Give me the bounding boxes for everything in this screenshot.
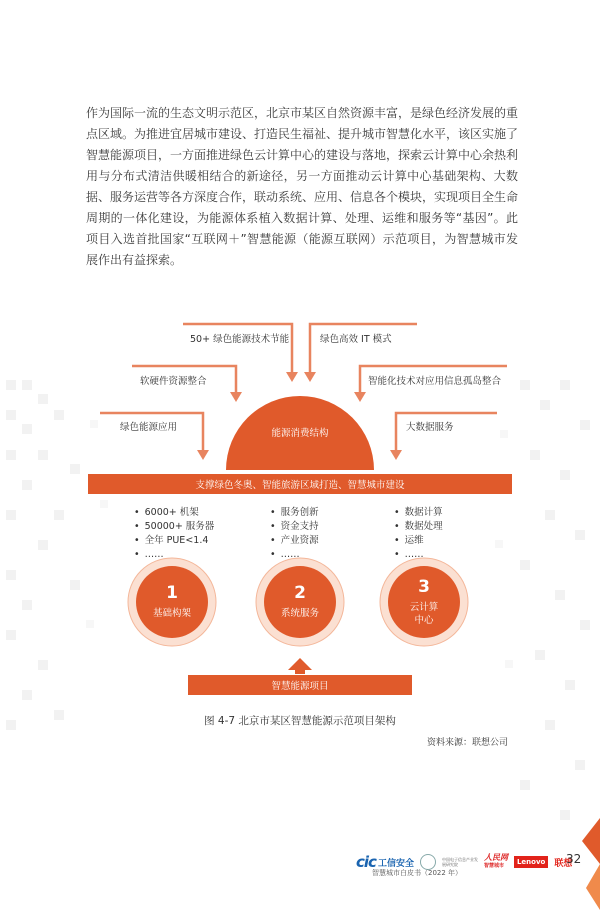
list-item: • 全年 PUE<1.4 — [134, 534, 214, 548]
caict-logo-text: 中国电子信息产业发展研究院 — [441, 857, 478, 867]
base-bar-label: 智慧能源项目 — [271, 681, 329, 692]
lenovo-logo: Lenovo — [514, 856, 548, 868]
circle-label-cloud-line2: 中心 — [414, 615, 434, 626]
circle-label-system-service: 系统服务 — [280, 608, 320, 619]
list-item: • 数据计算 — [394, 506, 443, 520]
renmin-logo: 人民网 智慧城市 — [483, 853, 508, 869]
list-item: • …… — [394, 548, 443, 562]
circle-system-service — [256, 558, 344, 646]
input-label-green-it: 绿色高效 IT 模式 — [320, 334, 392, 345]
up-arrow-icon — [288, 658, 312, 674]
bullet-list-infrastructure — [134, 506, 214, 562]
circle-number-2: 2 — [294, 583, 306, 603]
circle-cloud-center — [380, 558, 468, 646]
list-item: • …… — [270, 548, 319, 562]
circle-infrastructure — [128, 558, 216, 646]
list-item: • 50000+ 服务器 — [134, 520, 214, 534]
footer-subtitle: 智慧城市白皮书（2022 年） — [372, 869, 463, 877]
list-item: • 数据处理 — [394, 520, 443, 534]
lianxiang-logo: 联想 — [554, 858, 573, 869]
input-label-green-tech: 50+ 绿色能源技术节能 — [190, 334, 290, 345]
list-item: • 运维 — [394, 534, 443, 548]
support-bar-label: 支撑绿色冬奥、智能旅游区域打造、智慧城市建设 — [195, 480, 405, 491]
body-paragraph: 作为国际一流的生态文明示范区，北京市某区自然资源丰富，是绿色经济发展的重点区域。为推进宜居城市建设、打造民生福祉、提升城市智慧化水平，该区实施了智慧能源项目，一方面推进绿色云计算中心的建设与落地，探索云计算中心余热利用与分布式清洁供暖相结合的新途径，另一方面推动云计算中心基础架构、大数据、服务运营等各方深度合作，联动系统、应用、信息各个模块，实现项目全生命周期的一体化建设，为能源体系植入数据计算、处理、运维和服务等“基因”。此项目入选首批国家“互联网＋”智慧能源（能源互联网）示范项目，为智慧城市发展作出有益探索。 — [86, 106, 519, 267]
figure-caption: 图 4-7 北京市某区智慧能源示范项目架构 — [204, 715, 396, 727]
input-label-resource-integration: 软硬件资源整合 — [140, 376, 207, 387]
circle-number-1: 1 — [166, 583, 178, 603]
list-item: • 产业资源 — [270, 534, 319, 548]
circle-label-cloud-line1: 云计算 — [409, 602, 439, 613]
input-label-green-energy: 绿色能源应用 — [120, 422, 178, 433]
circle-number-3: 3 — [418, 577, 430, 597]
list-item: • 服务创新 — [270, 506, 319, 520]
list-item: • …… — [134, 548, 214, 562]
cic-logo: cic 工信安全 — [356, 853, 414, 871]
list-item: • 6000+ 机架 — [134, 506, 214, 520]
circle-label-infrastructure: 基础构架 — [152, 608, 192, 619]
page-number: 32 — [566, 852, 582, 866]
input-label-big-data: 大数据服务 — [406, 422, 454, 433]
input-label-info-island: 智能化技术对应用信息孤岛整合 — [368, 376, 502, 387]
dome-label: 能源消费结构 — [271, 428, 329, 439]
bullet-list-cloud-center — [394, 506, 443, 562]
list-item: • 资金支持 — [270, 520, 319, 534]
bullet-list-system-service — [270, 506, 319, 562]
corner-decoration — [582, 818, 600, 910]
figure-source: 资料来源：联想公司 — [426, 738, 508, 748]
